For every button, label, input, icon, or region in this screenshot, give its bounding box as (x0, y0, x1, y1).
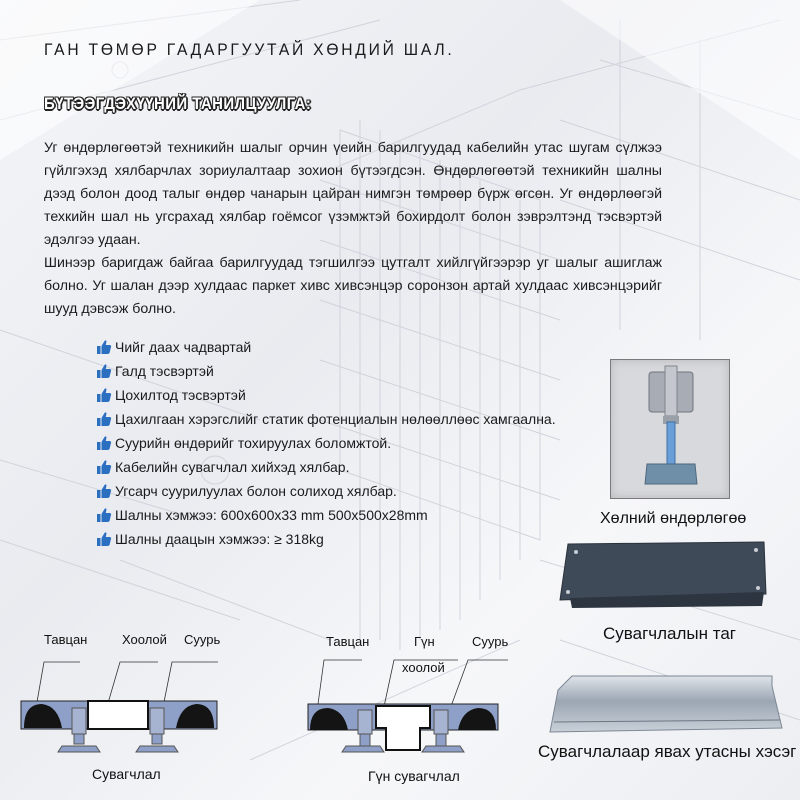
description-paragraph-1: Уг өндөрлөгөөтэй техникийн шалыг орчин үеийн барилгуудад кабелийн утас шугам сүлжээ гүйлгэхэд хялбарчлах зориулалтаар зохион бүтээгдсэн. Өндөрлөгөөтэй техникийн шалны дээд болон доод талыг өндөр чанарын цайран нимгэн төмрөөр бүрж өгсөн. Уг өндөрлөөгэй техкийн шал нь угсрахад хялбар гоёмсог үзэмжтэй бохирдолт болон зэврэлтэнд тэсвэртэй эдэлгээ удаан. (44, 140, 662, 248)
feature-text: Цохилтод тэсвэртэй (115, 387, 246, 403)
diagram-caption: Гүн сувагчлал (368, 768, 460, 784)
label-base: Суурь (184, 632, 221, 647)
thumbs-up-icon (96, 387, 112, 403)
channel-cover-icon (556, 540, 768, 608)
cable-tray-icon (548, 672, 784, 734)
label-pipe: хоолой (402, 660, 445, 675)
pedestal-icon (611, 360, 729, 498)
thumbs-up-icon (96, 531, 112, 547)
description-paragraph-2: Шинээр баригдаж байгаа барилгуудад тэгшилгээ цутгалт хийлгүйгээрэр уг шалыг ашиглаж болно. Уг шалан дээр хулдаас паркет хивс хивсэнцэр соронзон артай хулдаас хивсэнцэрийг шууд дэвсэж болно. (44, 255, 662, 317)
feature-text: Кабелийн сувагчлал хийхэд хялбар. (115, 459, 350, 475)
thumbs-up-icon (96, 363, 112, 379)
feature-item (96, 359, 556, 383)
feature-text: Угсарч суурилуулах болон солиход хялбар. (115, 483, 397, 499)
feature-item (96, 383, 556, 407)
label-pipe: Хоолой (122, 632, 167, 647)
pedestal-photo (610, 359, 730, 499)
cable-tray-photo (548, 672, 784, 734)
feature-item (96, 503, 556, 527)
thumbs-up-icon (96, 459, 112, 475)
feature-text: Шалны хэмжээ: 600x600x33 mm 500x500x28mm (115, 507, 428, 523)
cable-tray-caption: Сувагчлалаар явах утасны хэсэг (538, 742, 797, 761)
channel-cover-caption: Сувагчлалын таг (603, 624, 737, 643)
thumbs-up-icon (96, 411, 112, 427)
thumbs-up-icon (96, 507, 112, 523)
product-description (44, 137, 662, 321)
page-title: ГАН ТӨМӨР ГАДАРГУУТАЙ ХӨНДИЙ ШАЛ. (44, 40, 455, 59)
thumbs-up-icon (96, 435, 112, 451)
feature-item (96, 335, 556, 359)
label-platform: Тавцан (44, 632, 88, 647)
thumbs-up-icon (96, 339, 112, 355)
label-base: Суурь (472, 634, 509, 649)
feature-text: Суурийн өндөрийг тохируулах боломжтой. (115, 435, 392, 451)
channel-cover-photo (556, 540, 768, 608)
deep-channeling-diagram (290, 620, 530, 800)
feature-item (96, 455, 556, 479)
feature-text: Шалны даацын хэмжээ: ≥ 318kg (115, 531, 324, 547)
diagram-caption: Сувагчлал (92, 766, 161, 782)
feature-text: Галд тэсвэртэй (115, 363, 214, 379)
pedestal-caption: Хөлний өндөрлөгөө (600, 510, 747, 527)
thumbs-up-icon (96, 483, 112, 499)
feature-text: Чийг даах чадвартай (115, 339, 252, 355)
feature-item (96, 527, 556, 551)
section-heading: БҮТЭЭГДЭХҮҮНИЙ ТАНИЛЦУУЛГА: (44, 94, 312, 113)
feature-item (96, 479, 556, 503)
label-deep: Гүн (414, 634, 435, 649)
feature-list (96, 335, 556, 551)
feature-item (96, 407, 556, 431)
feature-text: Цахилгаан хэрэгслийг статик фотенциалын нөлөөллөөс хамгаална. (115, 411, 556, 427)
feature-item (96, 431, 556, 455)
label-platform: Тавцан (326, 634, 370, 649)
channeling-diagram (0, 620, 260, 800)
